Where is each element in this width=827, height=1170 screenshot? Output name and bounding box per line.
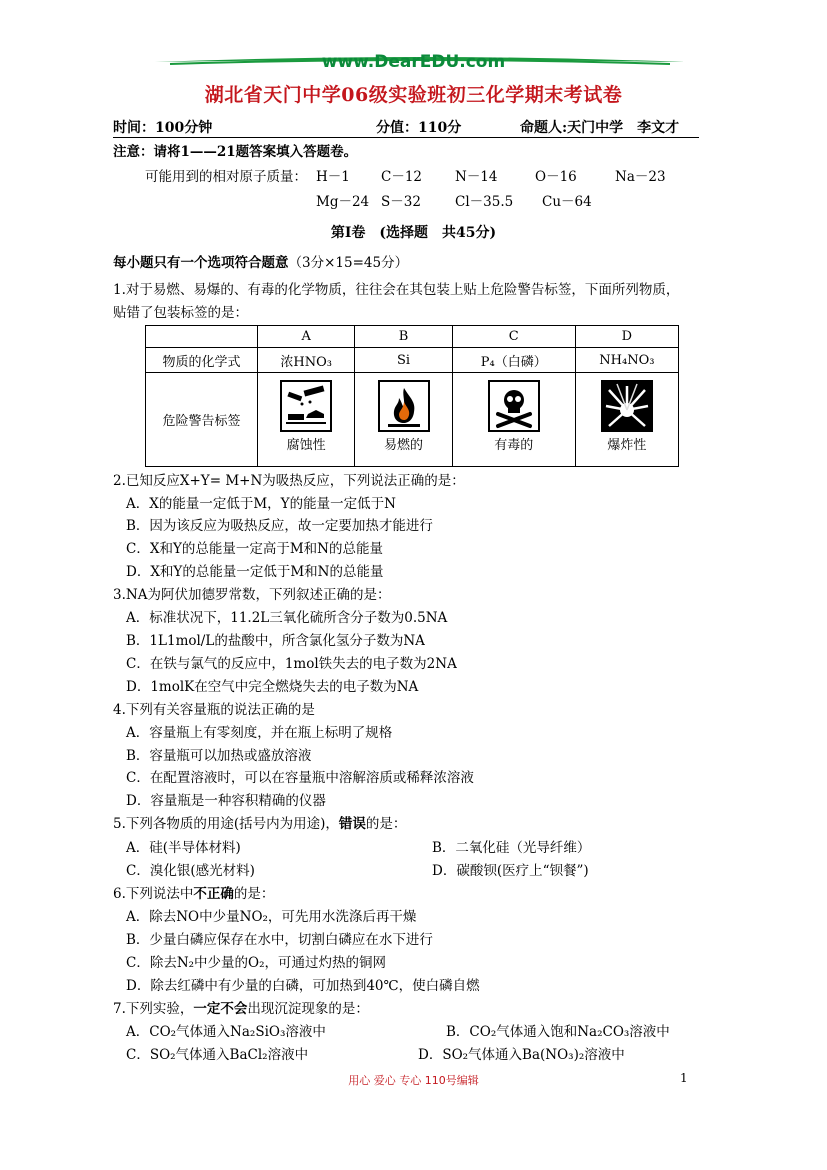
footer-text: 用心 爱心 专心 110号编辑 bbox=[348, 1074, 479, 1087]
q3-option-b: B．1L1mol/L的盐酸中，所含氯化氢分子数为NA bbox=[126, 633, 425, 649]
q6-stem: 6.下列说法中不正确的是： bbox=[113, 886, 275, 902]
q5-option-c: C．溴化银(感光材料) bbox=[126, 863, 255, 879]
atomic-mass: Cl－35.5 bbox=[455, 194, 514, 210]
q3-stem: 3.NA为阿伏加德罗常数，下列叙述正确的是： bbox=[113, 587, 391, 603]
section-title: 第Ⅰ卷 (选择题 共45分) bbox=[330, 225, 497, 241]
exam-author: 命题人:天门中学 李文才 bbox=[520, 120, 680, 136]
q2-option-b: B．因为该反应为吸热反应，故一定要加热才能进行 bbox=[126, 518, 433, 534]
q6-option-c: C．除去N₂中少量的O₂，可通过灼热的铜网 bbox=[126, 955, 387, 971]
section-note: 每小题只有一个选项符合题意（3分×15=45分） bbox=[113, 255, 409, 271]
toxic-icon bbox=[488, 380, 540, 432]
q2-option-a: A．X的能量一定低于M，Y的能量一定低于N bbox=[126, 496, 396, 512]
formula-cell: NH₄NO₃ bbox=[575, 348, 678, 373]
corrosive-icon bbox=[280, 380, 332, 432]
label-cell bbox=[258, 373, 355, 467]
atomic-mass: O－16 bbox=[535, 169, 577, 185]
label-cell bbox=[355, 373, 452, 467]
atomic-mass: Mg－24 bbox=[316, 194, 370, 210]
col-header: C bbox=[452, 326, 575, 348]
q4-option-a: A．容量瓶上有零刻度，并在瓶上标明了规格 bbox=[126, 725, 393, 741]
label-cell bbox=[575, 373, 678, 467]
col-header: B bbox=[355, 326, 452, 348]
q2-option-d: D．X和Y的总能量一定低于M和N的总能量 bbox=[126, 564, 384, 580]
q2-stem: 2.已知反应X+Y= M+N为吸热反应，下列说法正确的是： bbox=[113, 473, 465, 489]
notice: 注意：请将1——21题答案填入答题卷。 bbox=[113, 144, 358, 160]
q4-stem: 4.下列有关容量瓶的说法正确的是 bbox=[113, 702, 315, 718]
q5-option-d: D．碳酸钡(医疗上“钡餐”) bbox=[432, 863, 589, 879]
hazard-label: 易燃的 bbox=[384, 438, 424, 453]
col-header: D bbox=[575, 326, 678, 348]
hazard-table bbox=[145, 325, 679, 467]
q6-option-a: A．除去NO中少量NO₂，可先用水洗涤后再干燥 bbox=[126, 909, 417, 925]
q5-option-b: B．二氧化硅（光导纤维） bbox=[432, 840, 591, 856]
q7-option-b: B．CO₂气体通入饱和Na₂CO₃溶液中 bbox=[446, 1024, 670, 1040]
atomic-mass: S－32 bbox=[381, 194, 421, 210]
atomic-mass: N－14 bbox=[455, 169, 498, 185]
q7-option-a: A．CO₂气体通入Na₂SiO₃溶液中 bbox=[126, 1024, 326, 1040]
q7-option-d: D．SO₂气体通入Ba(NO₃)₂溶液中 bbox=[418, 1047, 625, 1063]
atomic-mass: C－12 bbox=[381, 169, 423, 185]
q4-option-b: B．容量瓶可以加热或盛放溶液 bbox=[126, 748, 312, 764]
row-label: 危险警告标签 bbox=[146, 373, 258, 467]
q5-stem: 5.下列各物质的用途(括号内为用途)，错误的是： bbox=[113, 816, 407, 832]
explosive-icon bbox=[601, 380, 653, 432]
atomic-mass: Na－23 bbox=[615, 169, 666, 185]
table-corner bbox=[146, 326, 258, 348]
label-cell bbox=[452, 373, 575, 467]
q7-stem: 7.下列实验，一定不会出现沉淀现象的是： bbox=[113, 1001, 369, 1017]
hazard-label: 腐蚀性 bbox=[286, 438, 326, 453]
page-number: 1 bbox=[680, 1071, 688, 1085]
q3-option-a: A．标准状况下，11.2L三氧化硫所含分子数为0.5NA bbox=[126, 610, 448, 626]
q6-option-d: D．除去红磷中有少量的白磷，可加热到40℃，使白磷自燃 bbox=[126, 978, 480, 994]
q5-option-a: A．硅(半导体材料) bbox=[126, 840, 241, 856]
header-divider bbox=[113, 137, 699, 138]
row-label: 物质的化学式 bbox=[146, 348, 258, 373]
atomic-mass: H－1 bbox=[316, 169, 350, 185]
q1-stem-line2: 贴错了包装标签的是： bbox=[113, 305, 248, 321]
col-header: A bbox=[258, 326, 355, 348]
formula-cell: Si bbox=[355, 348, 452, 373]
q1-stem-line1: 1.对于易燃、易爆的、有毒的化学物质，往往会在其包装上贴上危险警告标签，下面所列物质， bbox=[113, 282, 680, 298]
q3-option-d: D．1molK在空气中完全燃烧失去的电子数为NA bbox=[126, 679, 419, 695]
q7-option-c: C．SO₂气体通入BaCl₂溶液中 bbox=[126, 1047, 309, 1063]
q6-option-b: B．少量白磷应保存在水中，切割白磷应在水下进行 bbox=[126, 932, 433, 948]
atomic-masses-label: 可能用到的相对原子质量： bbox=[145, 169, 307, 185]
site-url: www.DearEDU.com bbox=[321, 52, 506, 72]
formula-cell: 浓HNO₃ bbox=[258, 348, 355, 373]
q4-option-c: C．在配置溶液时，可以在容量瓶中溶解溶质或稀释浓溶液 bbox=[126, 770, 474, 786]
q2-option-c: C．X和Y的总能量一定高于M和N的总能量 bbox=[126, 541, 383, 557]
exam-title: 湖北省天门中学06级实验班初三化学期末考试卷 bbox=[204, 84, 623, 106]
q4-option-d: D．容量瓶是一种容积精确的仪器 bbox=[126, 793, 326, 809]
hazard-label: 爆炸性 bbox=[607, 438, 647, 453]
flammable-icon bbox=[378, 380, 430, 432]
exam-score: 分值：110分 bbox=[376, 120, 462, 136]
hazard-label: 有毒的 bbox=[494, 438, 534, 453]
q3-option-c: C．在铁与氯气的反应中，1mol铁失去的电子数为2NA bbox=[126, 656, 457, 672]
formula-cell: P₄（白磷） bbox=[452, 348, 575, 373]
atomic-mass: Cu－64 bbox=[542, 194, 592, 210]
exam-time: 时间：100分钟 bbox=[113, 120, 213, 136]
